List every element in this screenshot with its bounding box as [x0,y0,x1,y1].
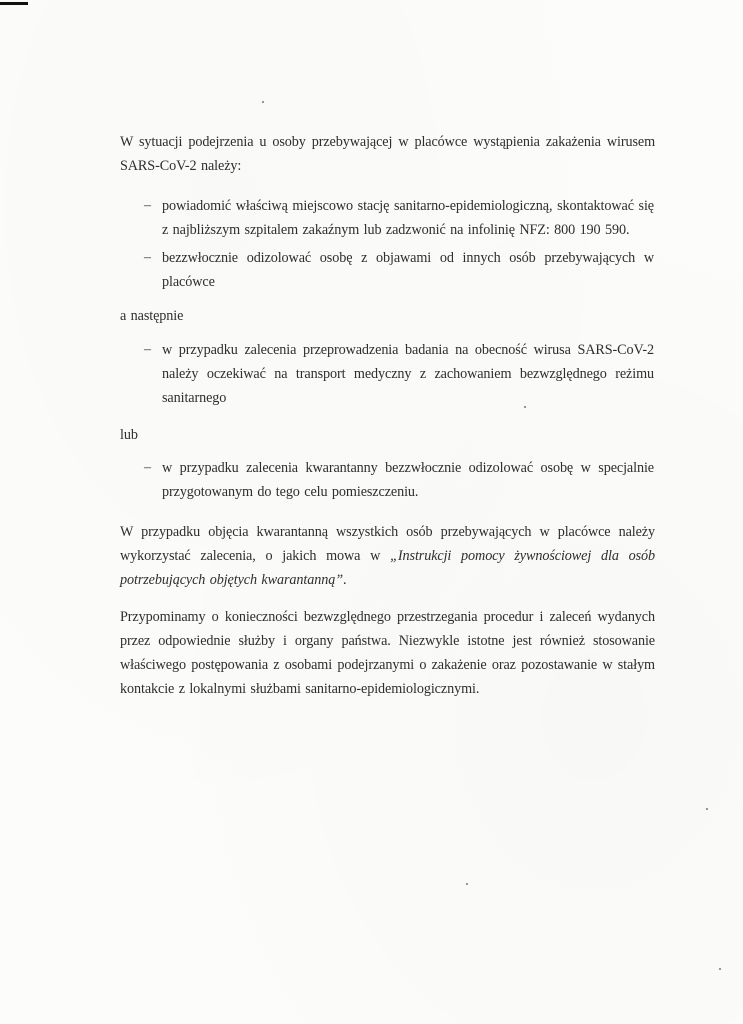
quarantine-paragraph-end: . [343,572,347,588]
list-marker: – [144,198,151,213]
list-item-await-transport: w przypadku zalecenia przeprowadzenia badania na obecność wirusa SARS-CoV-2 należy oczekiwać na transport medyczny z zachowaniem bezwzględnego reżimu sanitarnego [162,342,654,406]
list-item-isolate-person: bezzwłocznie odizolować osobę z objawami od innych osób przebywających w placówce [162,250,654,290]
list-item-notify-sanepid: powiadomić właściwą miejscowo stację sanitarno-epidemiologiczną, skontaktować się z najbliższym szpitalem zakaźnym lub zadzwonić na infolinię NFZ: 800 190 590. [162,198,654,238]
scan-speck [719,968,721,970]
list-item-quarantine-isolation: w przypadku zalecenia kwarantanny bezzwłocznie odizolować osobę w specjalnie przygotowanym do tego celu pomieszczeniu. [162,460,654,500]
scan-speck [262,101,264,103]
connector-then: a następnie [120,308,184,324]
connector-or: lub [120,427,138,443]
intro-paragraph: W sytuacji podejrzenia u osoby przebywającej w placówce wystąpienia zakażenia wirusem SARS-CoV-2 należy: [120,134,655,174]
reminder-paragraph: Przypominamy o konieczności bezwzględnego przestrzegania procedur i zaleceń wydanych przez odpowiednie służby i organy państwa. Niezwykle istotne jest również stosowanie właściwego postępowania z osobami podejrzanymi o zakażenie oraz pozostawanie w stałym kontakcie z lokalnymi służbami sanitarno-epidemiologicznymi. [120,609,655,697]
list-marker: – [144,460,151,475]
list-marker: – [144,250,151,265]
scan-edge-mark [0,2,28,5]
scan-speck [706,808,708,810]
scan-speck [466,883,468,885]
instruction-title: „Instrukcji pomocy żywnościowej dla osób potrzebujących objętych kwarantanną” [120,548,655,588]
list-marker: – [144,342,151,357]
quarantine-paragraph-text: W przypadku objęcia kwarantanną wszystkich osób przebywających w placówce należy wykorzystać zalecenia, o jakich mowa w [120,524,655,564]
quarantine-paragraph [120,520,655,592]
